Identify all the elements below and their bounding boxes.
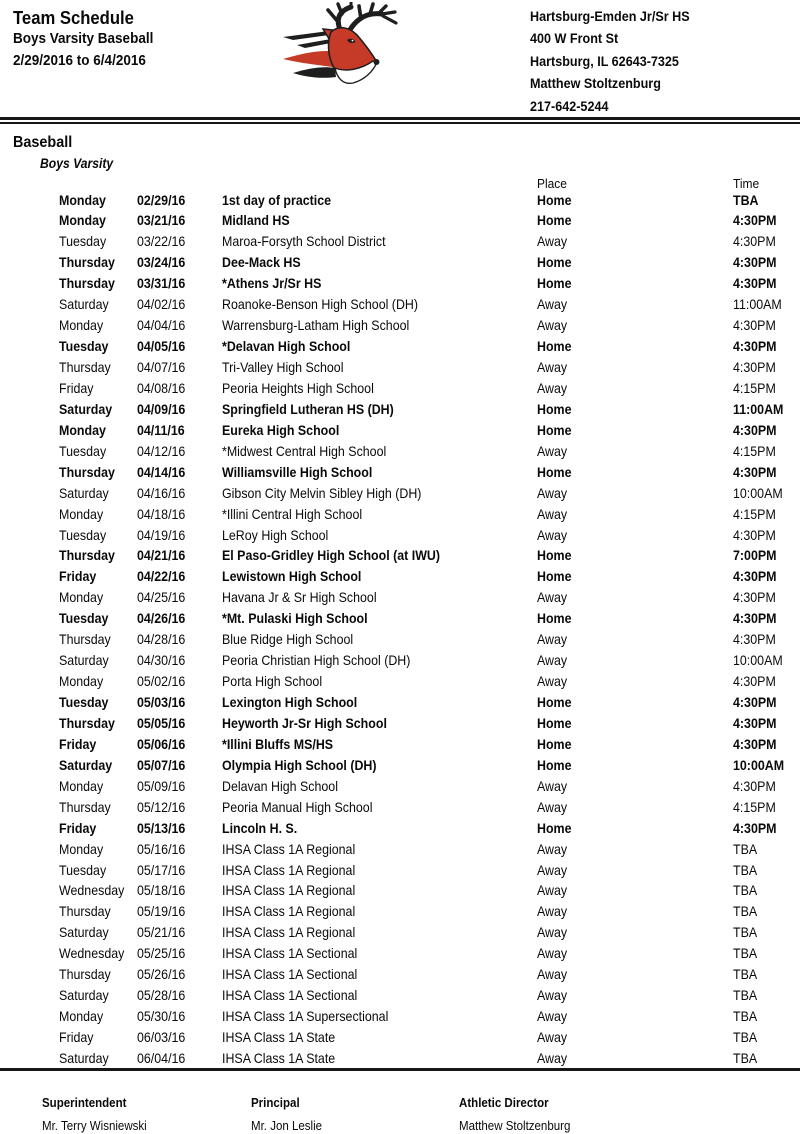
row-day: Monday [59, 318, 104, 334]
row-time: 11:00AM [733, 401, 784, 417]
row-date: 03/24/16 [137, 255, 186, 271]
table-row [59, 442, 795, 463]
row-place: Away [537, 590, 568, 606]
school-name: Hartsburg-Emden Jr/Sr HS [530, 8, 690, 24]
table-row [59, 274, 795, 295]
row-day: Tuesday [59, 339, 109, 355]
official-name: Mr. Terry Wisniewski [42, 1118, 147, 1133]
row-event: Heyworth Jr-Sr High School [222, 715, 387, 731]
row-event: IHSA Class 1A State [222, 1050, 336, 1066]
row-time: 4:30PM [733, 778, 776, 794]
row-time: 4:30PM [733, 569, 777, 585]
row-date: 05/28/16 [137, 988, 186, 1004]
table-row [59, 567, 795, 588]
row-event: IHSA Class 1A Regional [222, 862, 356, 878]
row-time: 4:15PM [733, 799, 776, 815]
row-day: Monday [59, 590, 104, 606]
row-day: Friday [59, 736, 97, 752]
row-place: Away [537, 674, 568, 690]
row-date: 05/12/16 [137, 799, 186, 815]
row-place: Home [537, 422, 572, 438]
row-date: 04/25/16 [137, 590, 186, 606]
row-time: 4:30PM [733, 276, 777, 292]
row-day: Thursday [59, 548, 115, 564]
row-time: 4:30PM [733, 632, 776, 648]
row-time: TBA [733, 1030, 758, 1045]
school-phone: 217-642-5244 [530, 97, 609, 114]
row-time: TBA [733, 1050, 758, 1066]
row-place: Home [537, 820, 572, 836]
row-place: Home [537, 401, 572, 417]
column-header-time: Time [733, 176, 760, 191]
row-day: Friday [59, 820, 97, 836]
row-time: TBA [733, 925, 758, 941]
row-place: Home [537, 464, 572, 480]
row-event: *Mt. Pulaski High School [222, 611, 368, 627]
row-event: IHSA Class 1A Sectional [222, 967, 358, 983]
row-event: Peoria Christian High School (DH) [222, 653, 411, 669]
document-title: Team Schedule [13, 7, 134, 28]
row-date: 03/22/16 [137, 234, 186, 250]
row-event: IHSA Class 1A Sectional [222, 988, 358, 1004]
table-row [59, 944, 795, 965]
row-time: TBA [733, 904, 758, 920]
row-time: TBA [733, 841, 758, 857]
row-day: Saturday [59, 757, 113, 773]
row-time: 4:30PM [733, 695, 777, 710]
row-time: 4:15PM [733, 443, 776, 459]
row-place: Away [537, 862, 568, 878]
row-event: Warrensburg-Latham High School [222, 318, 410, 334]
table-row [59, 546, 795, 567]
row-place: Away [537, 883, 568, 899]
row-day: Friday [59, 1030, 94, 1045]
row-time: 4:15PM [733, 380, 776, 396]
row-date: 05/06/16 [137, 736, 186, 752]
row-place: Away [537, 946, 568, 962]
row-place: Away [537, 443, 568, 459]
row-time: TBA [733, 883, 758, 899]
row-day: Thursday [59, 715, 115, 731]
row-date: 05/21/16 [137, 925, 186, 941]
row-date: 06/04/16 [137, 1050, 186, 1066]
row-date: 04/14/16 [137, 464, 186, 480]
stag-mascot-logo [281, 2, 399, 88]
row-time: 4:30PM [733, 422, 777, 438]
row-time: 7:00PM [733, 548, 777, 564]
column-header-place: Place [537, 176, 567, 191]
row-place: Away [537, 1050, 568, 1066]
row-event: IHSA Class 1A Regional [222, 904, 356, 920]
table-row [59, 463, 795, 484]
table-row [59, 526, 795, 547]
row-event: Eureka High School [222, 422, 340, 438]
row-time: 11:00AM [733, 297, 782, 313]
row-event: Peoria Heights High School [222, 380, 374, 396]
table-row [59, 630, 795, 651]
row-event: IHSA Class 1A Supersectional [222, 1009, 389, 1025]
row-day: Thursday [59, 255, 115, 271]
row-place: Home [537, 611, 572, 627]
row-place: Home [537, 569, 572, 585]
row-date: 04/09/16 [137, 401, 186, 417]
row-time: 4:30PM [733, 674, 776, 690]
row-time: 4:30PM [733, 318, 776, 334]
row-date: 04/19/16 [137, 527, 186, 543]
row-place: Away [537, 904, 568, 920]
header-divider [0, 117, 800, 124]
row-date: 05/17/16 [137, 862, 186, 878]
row-event: Midland HS [222, 213, 290, 229]
table-row [59, 358, 795, 379]
row-event: Dee-Mack HS [222, 255, 301, 271]
row-time: 10:00AM [733, 653, 783, 669]
row-place: Home [537, 715, 572, 731]
row-day: Thursday [59, 360, 111, 375]
row-day: Saturday [59, 988, 109, 1004]
table-row [59, 337, 795, 358]
header-left [13, 7, 169, 71]
table-row [59, 400, 795, 421]
row-date: 04/08/16 [137, 380, 186, 396]
table-row [59, 316, 795, 337]
row-time: 4:30PM [733, 527, 776, 543]
row-time: 4:30PM [733, 611, 777, 627]
row-day: Monday [59, 506, 104, 522]
row-day: Saturday [59, 925, 109, 941]
table-row [59, 484, 795, 505]
row-day: Thursday [59, 967, 111, 983]
table-row [59, 1007, 795, 1028]
row-day: Tuesday [59, 527, 107, 543]
schedule-table [59, 177, 795, 1070]
row-event: IHSA Class 1A Regional [222, 925, 356, 941]
row-date: 05/02/16 [137, 674, 186, 690]
row-time: TBA [733, 946, 758, 962]
table-row [59, 421, 795, 442]
row-date: 04/22/16 [137, 569, 186, 585]
row-day: Thursday [59, 632, 111, 648]
row-time: 4:15PM [733, 506, 776, 522]
row-event: *Midwest Central High School [222, 443, 387, 459]
row-date: 03/21/16 [137, 213, 186, 229]
row-time: 4:30PM [733, 339, 777, 355]
row-event: Tri-Valley High School [222, 360, 344, 375]
row-date: 05/16/16 [137, 841, 186, 857]
row-place: Home [537, 192, 572, 208]
school-info [530, 5, 707, 117]
row-date: 04/04/16 [137, 318, 186, 334]
table-header-row [59, 177, 795, 191]
row-event: Maroa-Forsyth School District [222, 234, 386, 250]
row-day: Monday [59, 213, 106, 229]
row-date: 05/03/16 [137, 695, 186, 710]
row-day: Tuesday [59, 234, 107, 250]
row-day: Tuesday [59, 862, 107, 878]
school-contact-name: Matthew Stoltzenburg [530, 75, 661, 92]
official-title: Superintendent [42, 1095, 127, 1110]
row-day: Thursday [59, 464, 115, 480]
row-date: 04/16/16 [137, 485, 186, 501]
row-date: 05/09/16 [137, 778, 186, 794]
official-athletic-director [459, 1096, 583, 1132]
row-place: Away [537, 778, 568, 794]
row-date: 02/29/16 [137, 192, 186, 208]
row-date: 04/07/16 [137, 360, 186, 375]
row-time: 4:30PM [733, 464, 777, 480]
row-day: Tuesday [59, 695, 109, 710]
row-time: TBA [733, 1009, 758, 1025]
row-date: 04/18/16 [137, 506, 186, 522]
table-row [59, 902, 795, 923]
row-time: TBA [733, 988, 758, 1004]
team-subtitle: Boys Varsity Baseball [13, 30, 154, 47]
table-row [59, 609, 795, 630]
row-event: IHSA Class 1A Regional [222, 841, 356, 857]
row-day: Saturday [59, 401, 113, 417]
row-place: Away [537, 485, 568, 501]
official-title: Athletic Director [459, 1095, 549, 1110]
sport-heading: Baseball [13, 134, 73, 151]
row-event: Lewistown High School [222, 569, 362, 585]
table-row [59, 191, 795, 212]
row-date: 04/11/16 [137, 422, 185, 438]
row-event: Lincoln H. S. [222, 820, 298, 836]
school-address-street: 400 W Front St [530, 30, 619, 47]
row-date: 05/25/16 [137, 946, 186, 962]
row-day: Friday [59, 569, 97, 585]
row-day: Monday [59, 841, 104, 857]
stag-icon [281, 2, 399, 88]
row-place: Away [537, 988, 568, 1004]
row-time: TBA [733, 192, 759, 208]
team-level-heading: Boys Varsity [40, 156, 114, 171]
table-row [59, 379, 795, 400]
table-row [59, 1028, 795, 1049]
row-event: 1st day of practice [222, 192, 332, 208]
row-place: Home [537, 548, 572, 564]
official-superintendent [42, 1096, 158, 1132]
row-day: Thursday [59, 799, 111, 815]
row-place: Home [537, 339, 572, 355]
date-range: 2/29/2016 to 6/4/2016 [13, 52, 146, 69]
row-day: Saturday [59, 297, 109, 313]
table-row [59, 986, 795, 1007]
row-event: Springfield Lutheran HS (DH) [222, 401, 394, 417]
official-principal [251, 1096, 330, 1132]
row-place: Away [537, 360, 568, 375]
row-date: 06/03/16 [137, 1030, 186, 1045]
row-day: Monday [59, 422, 106, 438]
row-day: Monday [59, 192, 106, 208]
official-name: Matthew Stoltzenburg [459, 1118, 571, 1133]
table-row [59, 840, 795, 861]
row-time: TBA [733, 862, 758, 878]
row-place: Away [537, 234, 568, 250]
row-time: 4:30PM [733, 360, 776, 375]
row-time: 4:30PM [733, 234, 776, 250]
row-date: 04/28/16 [137, 632, 186, 648]
row-day: Wednesday [59, 883, 125, 899]
table-row [59, 672, 795, 693]
row-date: 05/19/16 [137, 904, 186, 920]
table-row [59, 253, 795, 274]
row-date: 04/02/16 [137, 297, 186, 313]
official-title: Principal [251, 1095, 300, 1110]
row-place: Away [537, 297, 568, 313]
table-row [59, 232, 795, 253]
row-event: Blue Ridge High School [222, 632, 354, 648]
row-event: IHSA Class 1A Regional [222, 883, 356, 899]
row-event: IHSA Class 1A Sectional [222, 946, 358, 962]
row-place: Away [537, 380, 568, 396]
row-event: Lexington High School [222, 695, 358, 710]
row-day: Friday [59, 380, 94, 396]
row-day: Monday [59, 674, 104, 690]
row-event: Gibson City Melvin Sibley High (DH) [222, 485, 422, 501]
table-row [59, 211, 795, 232]
row-time: 4:30PM [733, 255, 777, 271]
row-time: 4:30PM [733, 820, 777, 836]
row-place: Away [537, 653, 568, 669]
footer-divider [0, 1068, 800, 1071]
row-event: Olympia High School (DH) [222, 757, 377, 773]
row-date: 04/12/16 [137, 443, 186, 459]
row-time: TBA [733, 967, 758, 983]
row-event: El Paso-Gridley High School (at IWU) [222, 548, 441, 564]
row-day: Monday [59, 1009, 104, 1025]
row-day: Wednesday [59, 946, 125, 962]
row-event: Roanoke-Benson High School (DH) [222, 297, 419, 313]
row-date: 05/13/16 [137, 820, 186, 836]
row-event: Porta High School [222, 674, 323, 690]
row-event: *Delavan High School [222, 339, 351, 355]
row-time: 4:30PM [733, 715, 777, 731]
row-event: Peoria Manual High School [222, 799, 373, 815]
school-address-city: Hartsburg, IL 62643-7325 [530, 52, 679, 69]
row-place: Away [537, 632, 568, 648]
row-day: Thursday [59, 904, 111, 920]
table-row [59, 819, 795, 840]
row-day: Saturday [59, 653, 109, 669]
row-place: Away [537, 527, 568, 543]
row-place: Home [537, 695, 572, 710]
row-date: 05/05/16 [137, 715, 186, 731]
row-place: Home [537, 276, 572, 292]
table-row [59, 1049, 795, 1070]
table-row [59, 735, 795, 756]
row-event: LeRoy High School [222, 527, 329, 543]
row-time: 4:30PM [733, 736, 777, 752]
row-date: 03/31/16 [137, 276, 186, 292]
row-place: Away [537, 506, 568, 522]
table-row [59, 505, 795, 526]
row-place: Home [537, 757, 572, 773]
row-date: 05/07/16 [137, 757, 186, 773]
row-place: Away [537, 841, 568, 857]
schedule-rows [59, 191, 795, 1070]
table-row [59, 588, 795, 609]
row-event: Delavan High School [222, 778, 338, 794]
row-day: Tuesday [59, 611, 109, 627]
row-event: Williamsville High School [222, 464, 373, 480]
row-place: Away [537, 799, 568, 815]
row-date: 04/26/16 [137, 611, 186, 627]
row-event: IHSA Class 1A State [222, 1030, 336, 1045]
table-row [59, 861, 795, 882]
row-day: Saturday [59, 485, 109, 501]
row-date: 05/30/16 [137, 1009, 186, 1025]
row-day: Thursday [59, 276, 115, 292]
row-place: Home [537, 736, 572, 752]
table-row [59, 923, 795, 944]
row-event: *Athens Jr/Sr HS [222, 276, 322, 292]
table-row [59, 651, 795, 672]
row-place: Home [537, 213, 572, 229]
table-row [59, 693, 795, 714]
row-date: 05/18/16 [137, 883, 186, 899]
official-name: Mr. Jon Leslie [251, 1118, 323, 1133]
row-day: Saturday [59, 1050, 109, 1066]
row-place: Home [537, 255, 572, 271]
table-row [59, 798, 795, 819]
table-row [59, 777, 795, 798]
row-event: *Illini Bluffs MS/HS [222, 736, 334, 752]
row-time: 10:00AM [733, 485, 783, 501]
row-time: 4:30PM [733, 590, 776, 606]
row-place: Away [537, 1009, 568, 1025]
row-day: Monday [59, 778, 104, 794]
table-row [59, 714, 795, 735]
row-date: 04/30/16 [137, 653, 186, 669]
row-date: 04/05/16 [137, 339, 186, 355]
table-row [59, 881, 795, 902]
row-time: 10:00AM [733, 757, 785, 773]
row-day: Tuesday [59, 443, 107, 459]
row-date: 04/21/16 [137, 548, 186, 564]
row-time: 4:30PM [733, 213, 777, 229]
row-date: 05/26/16 [137, 967, 186, 983]
table-row [59, 756, 795, 777]
row-place: Away [537, 967, 568, 983]
table-row [59, 965, 795, 986]
row-place: Away [537, 925, 568, 941]
row-event: Havana Jr & Sr High School [222, 590, 377, 606]
row-place: Away [537, 1030, 568, 1045]
row-place: Away [537, 318, 568, 334]
table-row [59, 295, 795, 316]
row-event: *Illini Central High School [222, 506, 363, 522]
